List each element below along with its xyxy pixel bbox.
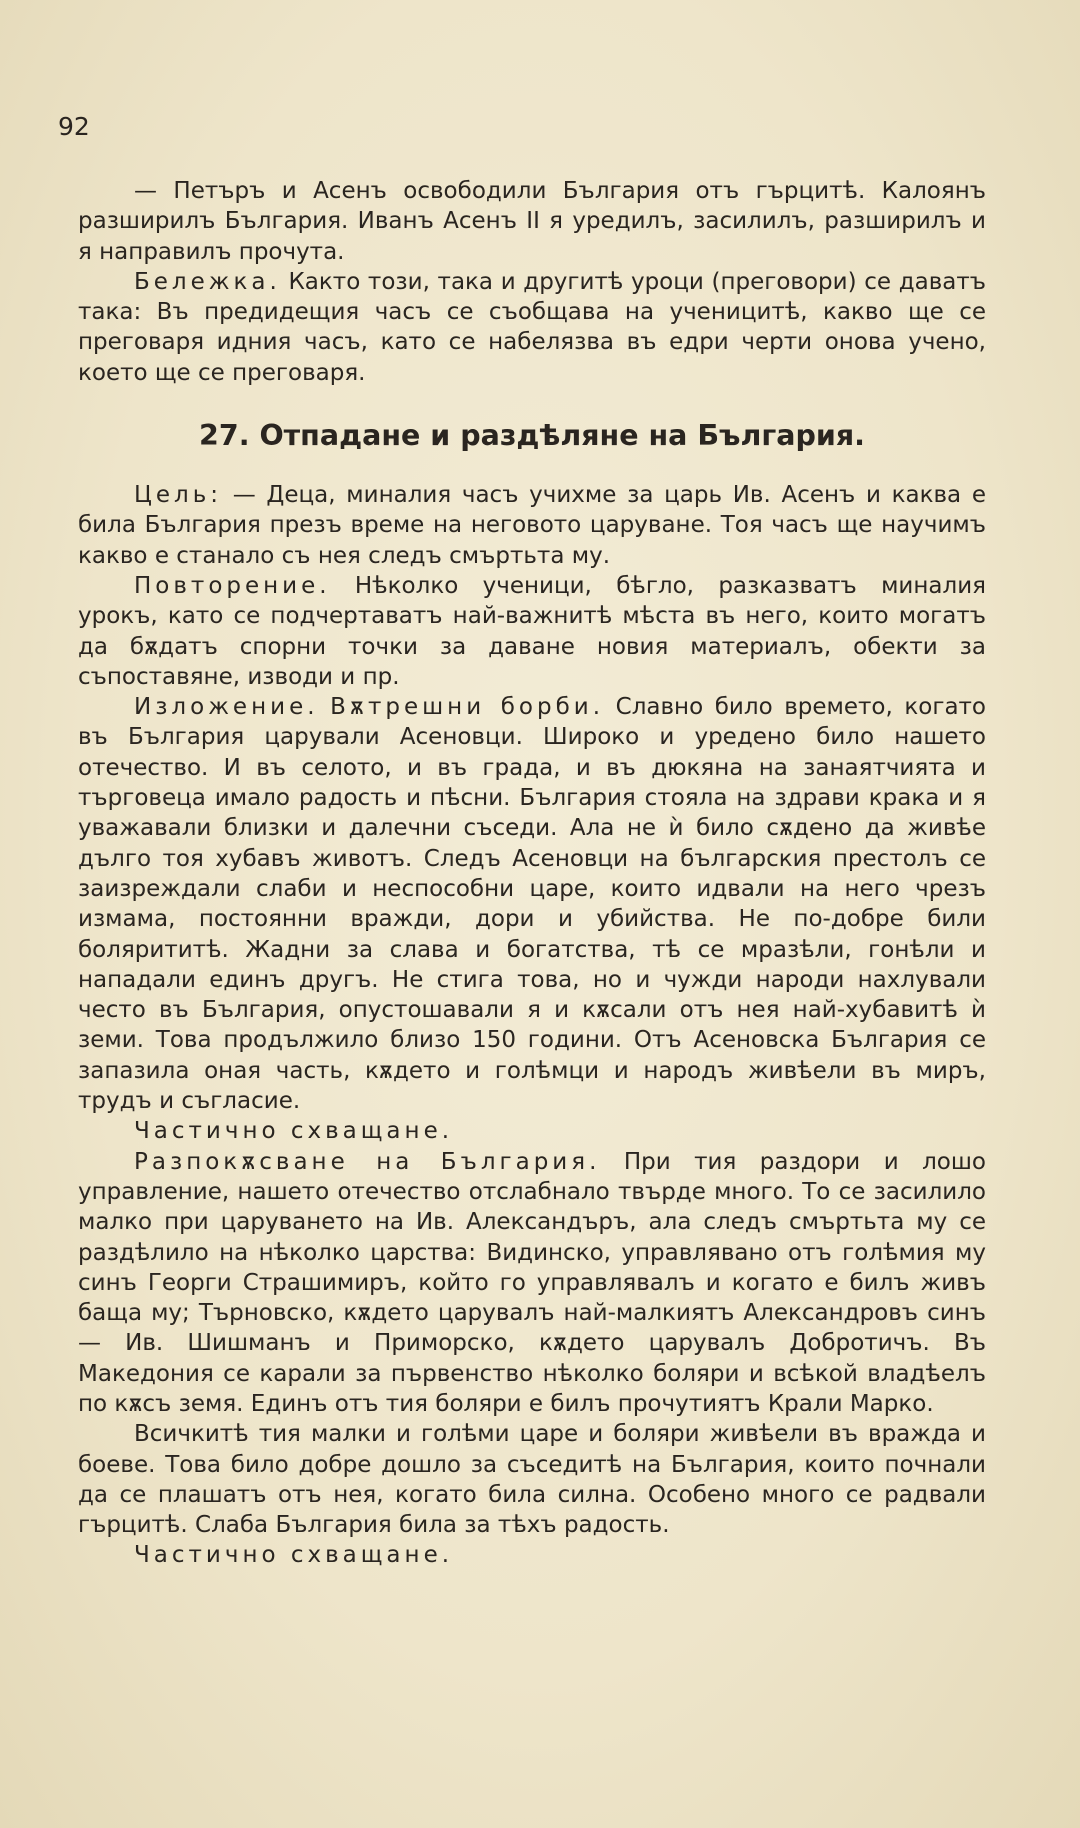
- partial-comprehension-2: Частично схващане.: [134, 1542, 454, 1569]
- goal-text: — Деца, миналия часъ учихме за царь Ив. Асенъ и каква е била България презъ време на неговото царуване. Тоя часъ ще научимъ какво е станало съ нея следъ смъртьта му.: [78, 482, 986, 569]
- review-text: Нѣколко ученици, бѣгло, разказватъ миналия урокъ, като се подчертаватъ най-важнитѣ мѣста въ него, които могатъ да бѫдатъ спорни точки за даване новия материалъ, обекти за съпоставяне, изводи и пр.: [78, 572, 986, 690]
- goal-label: Цель:: [134, 482, 223, 509]
- exposition-text: Славно било времето, когато въ България царували Асеновци. Широко и уредено било нашето отечество. И въ селото, и въ града, и въ дюкяна на занаятчията и търговеца имало радость и пѣсни. България стояла на здрави крака и я уважавали близки и далечни съседи. Ала не ѝ било сѫдено да живѣе дълго тоя хубавъ животъ. Следъ Асеновци на българския престолъ се заизреждали слаби и неспособни царе, които идвали на него чрезъ измама, постоянни вражди, дори и убийства. Не по-добре били болярититѣ. Жадни за слава и богатства, тѣ се мразѣли, гонѣли и нападали единъ другъ. Не стига това, но и чужди народи нахлували често въ България, опустошавали я и кѫсали отъ нея най-хубавитѣ ѝ земи. Това продължило близо 150 години. Отъ Асеновска България се запазила оная часть, кѫдето и голѣмци и народъ живѣели въ миръ, трудъ и съгласие.: [78, 694, 987, 1115]
- breakup-paragraph: [78, 1147, 986, 1420]
- partial-comprehension-1: Частично схващане.: [134, 1118, 454, 1145]
- final-paragraph: Всичкитѣ тия малки и голѣми царе и боляри живѣели въ вражда и боеве. Това било добре дошло за съседитѣ на България, които почнали да се плашатъ отъ нея, когато била силна. Особено много се радвали гърцитѣ. Слаба България била за тѣхъ радость.: [78, 1421, 986, 1539]
- page-number: 92: [58, 112, 90, 141]
- exposition-subheading: Вѫтрешни борби.: [330, 694, 605, 721]
- exposition-label: Изложение.: [134, 694, 319, 721]
- note-text: Както този, така и другитѣ уроци (преговори) се даватъ така: Въ предидещия часъ се съобщава на ученицитѣ, какво ще се преговаря идния часъ, като се набелязва въ едри черти онова учено, което ще се преговаря.: [78, 268, 986, 386]
- note-paragraph: [78, 267, 986, 388]
- breakup-label: Разпокѫсване на България.: [134, 1148, 601, 1175]
- note-label: Бележка.: [134, 268, 281, 295]
- intro-paragraph: — Петъръ и Асенъ освободили България отъ гърцитѣ. Калоянъ разширилъ България. Иванъ Асенъ II я уредилъ, засилилъ, разширилъ и я направилъ прочута.: [78, 178, 986, 265]
- review-paragraph: [78, 571, 986, 692]
- goal-paragraph: [78, 480, 986, 571]
- breakup-text: При тия раздори и лошо управление, нашето отечество отслабнало твърде много. То се засилило малко при царуването на Ив. Александъръ, ала следъ смъртьта му се раздѣлило на нѣколко царства: Видинско, управлявано отъ голѣмия му синъ Георги Страшимиръ, който го управлявалъ и когато е билъ живъ баща му; Търновско, кѫдето царувалъ най-малкиятъ Александровъ синъ — Ив. Шишманъ и Приморско, кѫдето царувалъ Добротичъ. Въ Македония се карали за първенство нѣколко боляри и всѣкой владѣелъ по кѫсъ земя. Единъ отъ тия боляри е билъ прочутиятъ Крали Марко.: [78, 1148, 986, 1417]
- page-content: [78, 176, 986, 1571]
- lesson-heading: 27. Отпадане и раздѣляне на България.: [199, 419, 865, 453]
- exposition-paragraph: [78, 692, 986, 1116]
- review-label: Повторение.: [134, 572, 331, 599]
